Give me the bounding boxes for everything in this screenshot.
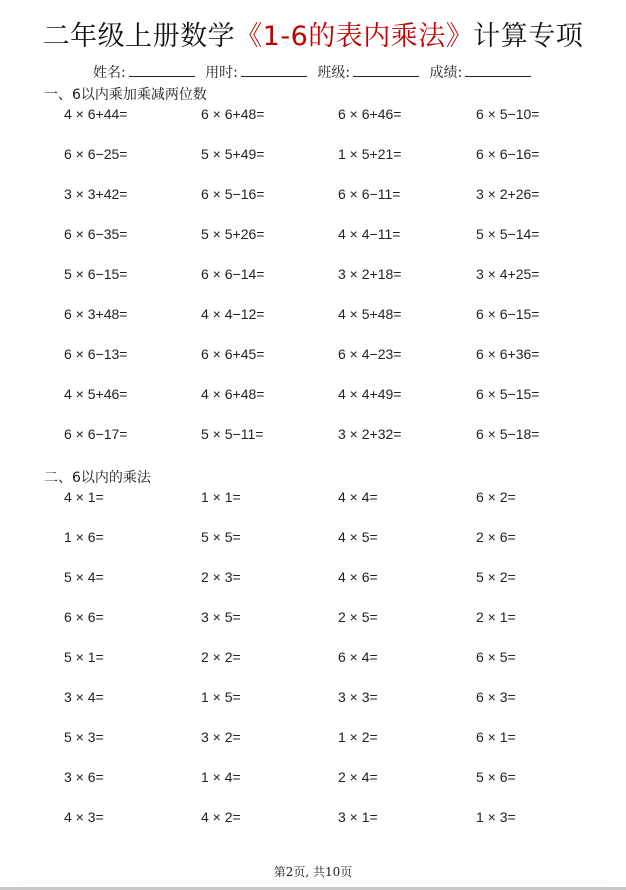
- problem-item: 5 × 2=: [476, 569, 516, 585]
- problem-item: 3 × 3=: [338, 689, 378, 705]
- problem-row: [0, 346, 626, 366]
- section-2-title: 二、6以内的乘法: [44, 470, 151, 486]
- problem-item: 1 × 2=: [338, 729, 378, 745]
- problem-item: 4 × 3=: [64, 809, 104, 825]
- problem-item: 6 × 6+45=: [201, 346, 265, 362]
- problem-item: 3 × 2+18=: [338, 266, 402, 282]
- problem-item: 4 × 6=: [338, 569, 378, 585]
- problem-item: 2 × 3=: [201, 569, 241, 585]
- problem-row: [0, 146, 626, 166]
- problem-item: 6 × 6−14=: [201, 266, 265, 282]
- problem-item: 4 × 4−11=: [338, 226, 401, 242]
- problem-item: 5 × 4=: [64, 569, 104, 585]
- time-label: 用时:: [205, 65, 238, 81]
- problem-row: [0, 729, 626, 749]
- problem-item: 2 × 2=: [201, 649, 241, 665]
- problem-item: 4 × 6+44=: [64, 106, 128, 122]
- problem-item: 6 × 6+48=: [201, 106, 265, 122]
- problem-item: 4 × 1=: [64, 489, 104, 505]
- problem-row: [0, 426, 626, 446]
- problem-row: [0, 266, 626, 286]
- problem-row: [0, 569, 626, 589]
- problem-row: [0, 386, 626, 406]
- problem-item: 6 × 5−16=: [201, 186, 265, 202]
- student-info-bar: [93, 62, 537, 82]
- title-highlight: 《1-6的表内乘法》: [235, 21, 474, 52]
- class-blank: [353, 64, 419, 77]
- problem-item: 6 × 4−23=: [338, 346, 402, 362]
- title-suffix: 计算专项: [473, 21, 584, 52]
- problem-item: 3 × 2+26=: [476, 186, 540, 202]
- problem-item: 4 × 6+48=: [201, 386, 265, 402]
- problem-item: 3 × 1=: [338, 809, 378, 825]
- problem-item: 1 × 6=: [64, 529, 104, 545]
- problem-row: [0, 529, 626, 549]
- problem-row: [0, 226, 626, 246]
- problem-row: [0, 609, 626, 629]
- problem-row: [0, 106, 626, 126]
- problem-item: 5 × 5−14=: [476, 226, 540, 242]
- problem-item: 4 × 2=: [201, 809, 241, 825]
- problem-item: 6 × 4=: [338, 649, 378, 665]
- problem-item: 6 × 3=: [476, 689, 516, 705]
- section-1-title: 一、6以内乘加乘减两位数: [44, 87, 207, 103]
- problem-item: 6 × 6−13=: [64, 346, 128, 362]
- time-field: [205, 62, 307, 82]
- problem-item: 3 × 5=: [201, 609, 241, 625]
- problem-item: 2 × 6=: [476, 529, 516, 545]
- problem-item: 1 × 4=: [201, 769, 241, 785]
- problem-item: 6 × 6=: [64, 609, 104, 625]
- problem-item: 3 × 2+32=: [338, 426, 402, 442]
- score-label: 成绩:: [429, 65, 463, 81]
- problem-item: 6 × 2=: [476, 489, 516, 505]
- page-title: [0, 14, 626, 53]
- score-blank: [465, 64, 531, 77]
- problem-item: 6 × 6−35=: [64, 226, 128, 242]
- name-label: 姓名:: [93, 65, 126, 81]
- problem-item: 4 × 5+48=: [338, 306, 402, 322]
- problem-item: 5 × 5+26=: [201, 226, 265, 242]
- problem-row: [0, 649, 626, 669]
- problem-item: 6 × 5−10=: [476, 106, 540, 122]
- problem-item: 6 × 6−17=: [64, 426, 128, 442]
- problem-item: 2 × 4=: [338, 769, 378, 785]
- score-field: [430, 62, 532, 82]
- problem-item: 6 × 3+48=: [64, 306, 128, 322]
- problem-row: [0, 306, 626, 326]
- class-label: 班级:: [317, 65, 351, 81]
- name-blank: [129, 64, 195, 77]
- problem-item: 4 × 5+46=: [64, 386, 128, 402]
- problem-item: 1 × 1=: [201, 489, 241, 505]
- problem-item: 4 × 4+49=: [338, 386, 402, 402]
- problem-item: 3 × 2=: [201, 729, 241, 745]
- problem-item: 5 × 6=: [476, 769, 516, 785]
- problem-item: 6 × 5=: [476, 649, 516, 665]
- problem-row: [0, 689, 626, 709]
- problem-item: 1 × 5=: [201, 689, 241, 705]
- problem-item: 5 × 5−11=: [201, 426, 264, 442]
- problem-item: 3 × 6=: [64, 769, 104, 785]
- name-field: [93, 62, 195, 82]
- problem-item: 3 × 4+25=: [476, 266, 540, 282]
- problem-item: 6 × 5−18=: [476, 426, 540, 442]
- problem-item: 4 × 4−12=: [201, 306, 265, 322]
- problem-item: 2 × 1=: [476, 609, 516, 625]
- problem-item: 6 × 6−11=: [338, 186, 401, 202]
- problem-item: 4 × 5=: [338, 529, 378, 545]
- problem-row: [0, 489, 626, 509]
- problem-item: 6 × 6+46=: [338, 106, 402, 122]
- class-field: [317, 62, 419, 82]
- title-prefix: 二年级上册数学: [42, 21, 236, 52]
- problem-row: [0, 769, 626, 789]
- problem-item: 1 × 3=: [476, 809, 516, 825]
- problem-item: 6 × 6−25=: [64, 146, 128, 162]
- problem-item: 6 × 1=: [476, 729, 516, 745]
- problem-item: 4 × 4=: [338, 489, 378, 505]
- problem-item: 5 × 5=: [201, 529, 241, 545]
- problem-item: 3 × 4=: [64, 689, 104, 705]
- problem-item: 6 × 6−15=: [476, 306, 540, 322]
- page-number: 第2页, 共10页: [273, 865, 353, 879]
- problem-item: 1 × 5+21=: [338, 146, 402, 162]
- problem-item: 5 × 5+49=: [201, 146, 265, 162]
- problem-item: 6 × 6−16=: [476, 146, 540, 162]
- problem-row: [0, 186, 626, 206]
- problem-item: 5 × 1=: [64, 649, 104, 665]
- problem-item: 6 × 6+36=: [476, 346, 540, 362]
- problem-row: [0, 809, 626, 829]
- time-blank: [241, 64, 307, 77]
- problem-item: 3 × 3+42=: [64, 186, 128, 202]
- problem-item: 6 × 5−15=: [476, 386, 540, 402]
- problem-item: 5 × 6−15=: [64, 266, 128, 282]
- problem-item: 5 × 3=: [64, 729, 104, 745]
- problem-item: 2 × 5=: [338, 609, 378, 625]
